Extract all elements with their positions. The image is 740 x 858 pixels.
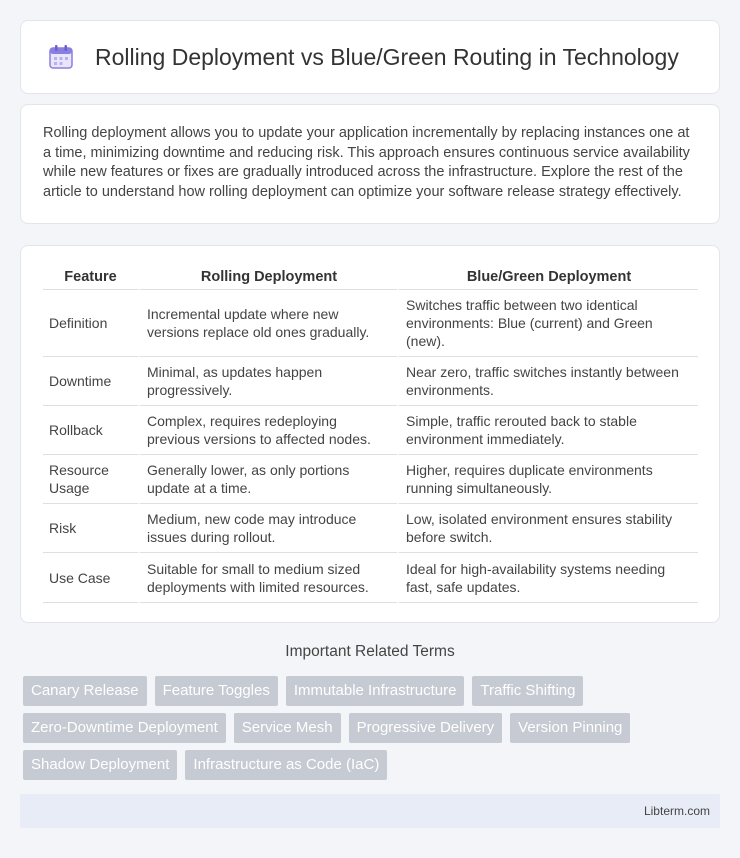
header-rolling: Rolling Deployment bbox=[138, 264, 397, 290]
rolling-cell: Generally lower, as only portions update at a time. bbox=[138, 455, 397, 504]
feature-cell: Resource Usage bbox=[43, 455, 138, 504]
intro-card bbox=[20, 104, 720, 224]
tag-infrastructure-as-code[interactable]: Infrastructure as Code (IaC) bbox=[185, 750, 387, 780]
bluegreen-cell: Low, isolated environment ensures stability before switch. bbox=[397, 504, 698, 553]
tag-progressive-delivery[interactable]: Progressive Delivery bbox=[349, 713, 503, 743]
bluegreen-cell: Higher, requires duplicate environments running simultaneously. bbox=[397, 455, 698, 504]
rolling-cell: Minimal, as updates happen progressively. bbox=[138, 357, 397, 406]
feature-cell: Definition bbox=[43, 290, 138, 357]
feature-cell: Downtime bbox=[43, 357, 138, 406]
tag-shadow-deployment[interactable]: Shadow Deployment bbox=[23, 750, 177, 780]
header-feature: Feature bbox=[43, 264, 138, 290]
bluegreen-cell: Switches traffic between two identical environments: Blue (current) and Green (new). bbox=[397, 290, 698, 357]
comparison-table bbox=[43, 264, 698, 603]
table-row bbox=[43, 357, 698, 406]
header-bluegreen: Blue/Green Deployment bbox=[397, 264, 698, 290]
tag-canary-release[interactable]: Canary Release bbox=[23, 676, 147, 706]
tag-service-mesh[interactable]: Service Mesh bbox=[234, 713, 341, 743]
table-row bbox=[43, 290, 698, 357]
footer-site-link[interactable]: Libterm.com bbox=[643, 804, 710, 818]
intro-text: Rolling deployment allows you to update your application incrementally by replacing instances one at a time, minimizing downtime and reducing risk. This approach ensures continuous service availability while new features or fixes are gradually introduced across the infrastructure. Explore the rest of the article to understand how rolling deployment can optimize your software release strategy effectively. bbox=[43, 125, 690, 200]
feature-cell: Rollback bbox=[43, 406, 138, 455]
calendar-icon bbox=[47, 43, 75, 71]
table-header-row bbox=[43, 264, 698, 290]
bluegreen-cell: Near zero, traffic switches instantly between environments. bbox=[397, 357, 698, 406]
rolling-cell: Medium, new code may introduce issues during rollout. bbox=[138, 504, 397, 553]
table-row bbox=[43, 553, 698, 603]
bluegreen-cell: Simple, traffic rerouted back to stable environment immediately. bbox=[397, 406, 698, 455]
tag-zero-downtime-deployment[interactable]: Zero-Downtime Deployment bbox=[23, 713, 226, 743]
tag-traffic-shifting[interactable]: Traffic Shifting bbox=[472, 676, 583, 706]
table-row bbox=[43, 455, 698, 504]
related-terms-title: Important Related Terms bbox=[285, 643, 455, 660]
rolling-cell: Incremental update where new versions replace old ones gradually. bbox=[138, 290, 397, 357]
comparison-table-card bbox=[20, 245, 720, 623]
rolling-cell: Suitable for small to medium sized deployments with limited resources. bbox=[138, 553, 397, 603]
table-row bbox=[43, 504, 698, 553]
footer bbox=[20, 794, 720, 828]
rolling-cell: Complex, requires redeploying previous versions to affected nodes. bbox=[138, 406, 397, 455]
page-title: Rolling Deployment vs Blue/Green Routing in Technology bbox=[95, 43, 679, 70]
tag-feature-toggles[interactable]: Feature Toggles bbox=[155, 676, 278, 706]
related-terms-list bbox=[23, 676, 723, 780]
table-row bbox=[43, 406, 698, 455]
feature-cell: Use Case bbox=[43, 553, 138, 603]
bluegreen-cell: Ideal for high-availability systems needing fast, safe updates. bbox=[397, 553, 698, 603]
title-card bbox=[20, 20, 720, 94]
feature-cell: Risk bbox=[43, 504, 138, 553]
tag-immutable-infrastructure[interactable]: Immutable Infrastructure bbox=[286, 676, 465, 706]
tag-version-pinning[interactable]: Version Pinning bbox=[510, 713, 630, 743]
